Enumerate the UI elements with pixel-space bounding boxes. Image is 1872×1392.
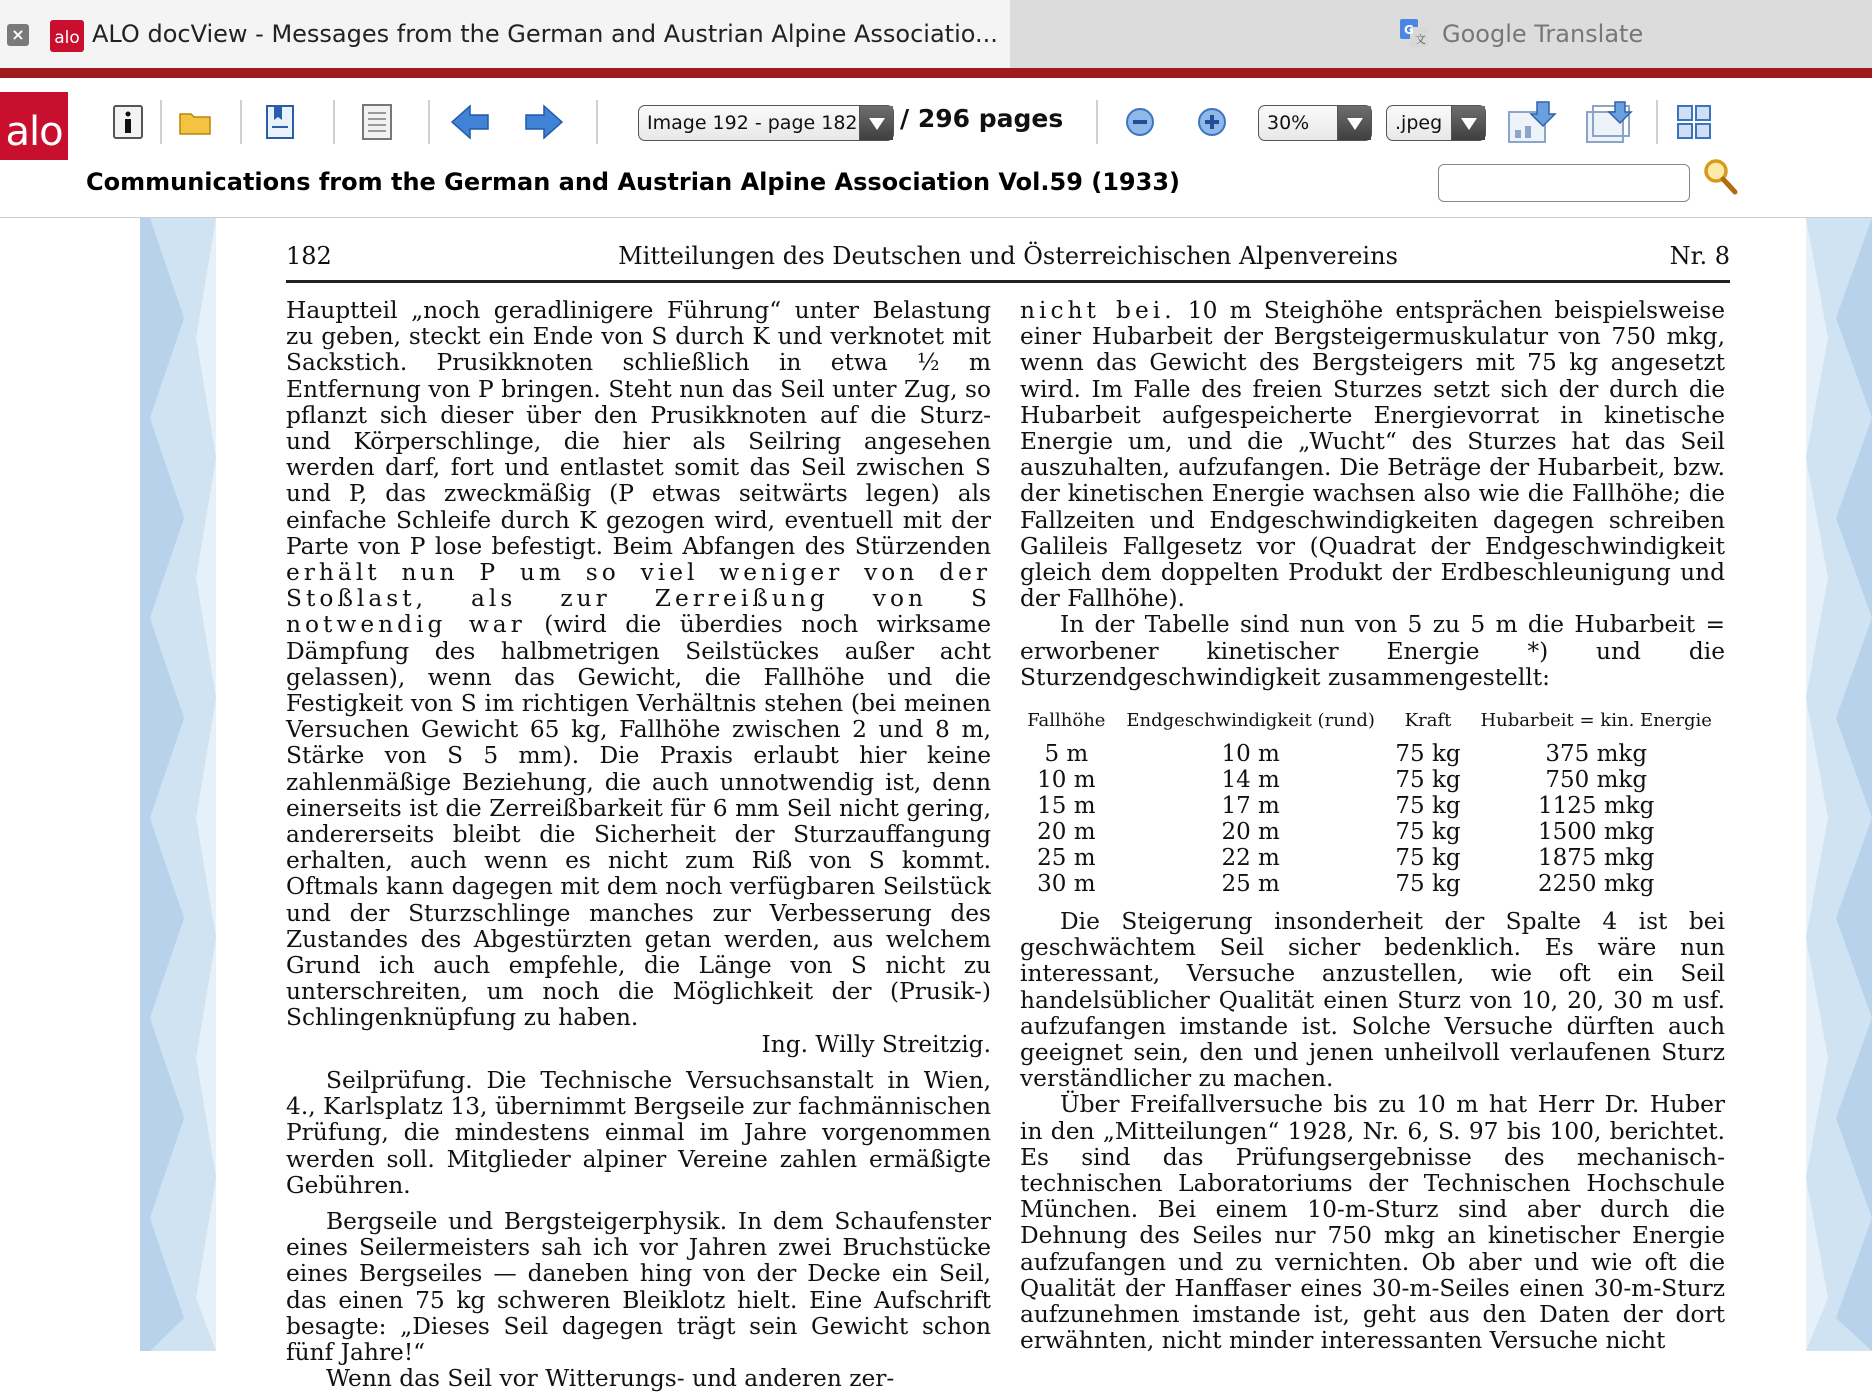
header-rule xyxy=(286,280,1730,283)
table-row: 10 m 14 m 75 kg 750 mkg xyxy=(1037,767,1648,794)
author-signature: Ing. Willy Streitzig. xyxy=(761,1030,991,1058)
fall-energy-table xyxy=(1020,711,1725,897)
tab-google-translate[interactable] xyxy=(1010,0,1872,68)
tab-title: ALO docView - Messages from the German and Austrian Alpine Associatio... xyxy=(92,20,998,48)
scanned-page xyxy=(216,218,1806,1392)
paragraph: Hauptteil „noch geradlinigere Führung“ unter Belastung zu geben, steckt ein Ende von S durch K und verknotet mit Sackstich. Prusikknoten schließlich in etwa ½ m Entfernung von P bringen. Steht nun das Seil unter Zug, so pflanzt sich dieser über den Prusikknoten auf die Sturz- und Körperschlinge, die hier als Seilring angesehen werden darf, fort und entlastet somit das Seil zwischen S und P, das zweckmäßig (P etwas seitwärts legen) als einfache Schleife durch K gezogen wird, eventuell mit der Parte von P lose befestigt. Beim Abfangen des Stürzenden erhält nun P um so viel weniger von der Stoßlast, als zur Zerreißung von S notwendig war (wird die überdies noch wirksame Dämpfung des halbmetrigen Seilstückes außer acht gelassen), wenn das Gewicht, die Fallhöhe und die Festigkeit von S im richtigen Verhältnis stehen (bei meinen Versuchen Gewicht 65 kg, Fallhöhe zwischen 2 und 8 m, Stärke von S 5 mm). Die Praxis erlaubt hier keine zahlenmäßige Beziehung, die auch unnotwendig ist, denn einerseits ist die Zerreißbarkeit für 6 mm Seil nicht gering, andererseits bleibt die Sicherheit der Sturzauffangung erhalten, auch wenn es nicht zum Riß von S kommt. Oftmals kann dagegen mit dem noch verfügbaren Seilstück und der Sturzschlinge manches zur Verbesserung des Zustandes des Abgestürzten getan werden, aus welchem Grund ich auch empfehle, die Länge von S nicht zu unterschreiten, um noch die Möglichkeit der (Prusik-) Schlingenknüpfung zu haben. xyxy=(286,297,992,1032)
zoom-select-value: 30% xyxy=(1267,112,1310,134)
browser-tab-bar xyxy=(0,0,1872,68)
table-header: Hubarbeit = kin. Energie xyxy=(1480,710,1712,732)
running-head xyxy=(286,242,1730,274)
page-number: 182 xyxy=(286,242,332,270)
document-title: Communications from the German and Austrian Alpine Association Vol.59 (1933) xyxy=(86,168,1180,196)
table-row: 5 m 10 m 75 kg 375 mkg xyxy=(1044,741,1648,768)
search-icon[interactable] xyxy=(1702,158,1738,196)
open-folder-button[interactable] xyxy=(173,100,217,144)
document-viewer[interactable] xyxy=(0,218,1872,1392)
toolbar-separator xyxy=(428,100,430,144)
paragraph: Bergseile und Bergsteigerphysik. In dem Schaufenster eines Seilermeisters sah ich vor Jahren zwei Bruchstücke eines Bergseiles — daneben hing von der Decke ein Seil, das einen 75 kg schweren Bleiklotz hielt. Eine Aufschrift besagte: „Dieses Seil dagegen trägt sein Gewicht schon fünf Jahre!“ xyxy=(286,1207,991,1366)
table-row: 25 m 22 m 75 kg 1875 mkg xyxy=(1037,845,1655,872)
journal-title: Mitteilungen des Deutschen und Österreichischen Alpenvereins xyxy=(618,242,1398,270)
table-header: Endgeschwindigkeit (rund) xyxy=(1126,710,1375,732)
issue-number: Nr. 8 xyxy=(1669,242,1730,270)
text-column-left xyxy=(286,298,991,1392)
thumbnail-grid-button[interactable] xyxy=(1672,100,1716,144)
bookmark-page-icon xyxy=(266,105,294,139)
zoom-in-button[interactable] xyxy=(1190,100,1234,144)
viewer-toolbar xyxy=(0,78,1872,218)
paragraph: In der Tabelle sind nun von 5 zu 5 m die Hubarbeit = erworbener kinetischer Energie *) und die Sturzendgeschwindigkeit zusammengestellt: xyxy=(1020,611,1725,691)
toolbar-separator xyxy=(1656,100,1658,144)
alo-logo: alo xyxy=(0,92,68,160)
page-frame-decoration xyxy=(140,218,216,1351)
paragraph: nicht bei. 10 m Steighöhe entsprächen beispielsweise einer Hubarbeit der Bergsteigermuskulatur von 750 mkg, wenn das Gewicht des Bergsteigers mit 75 kg angesetzt wird. Im Falle des freien Sturzes setzt sich der durch die Hubarbeit aufgespeicherte Energievorrat in kinetische Energie um, und die „Wucht“ des Sturzes hat das Seil auszuhalten, aufzufangen. Die Beträge der Hubarbeit, bzw. der kinetischen Energie wachsen also wie die Fallhöhe; die Fallzeiten und Endgeschwindigkeiten dagegen schreiben Galileis Fallgesetz vor (Quadrat der Endgeschwindigkeit gleich dem doppelten Produkt der Erdbeschleunigung und der Fallhöhe). xyxy=(1020,297,1725,613)
spaced-emphasis: erhält nun P um so viel weniger von der Stoßlast, als zur Zerreißung von S notwendig war xyxy=(286,559,991,639)
search-input[interactable] xyxy=(1438,164,1690,202)
bookmark-button[interactable] xyxy=(258,100,302,144)
table-row: 15 m 17 m 75 kg 1125 mkg xyxy=(1037,793,1655,820)
alo-favicon-icon: alo xyxy=(50,20,84,52)
arrow-right-icon xyxy=(524,104,564,140)
page-view-button[interactable] xyxy=(355,100,399,144)
table-row: 20 m 20 m 75 kg 1500 mkg xyxy=(1037,819,1655,846)
paragraph: Über Freifallversuche bis zu 10 m hat Herr Dr. Huber in den „Mitteilungen“ 1928, Nr. 6, S. 97 bis 100, berichtet. Es sind das Prüfungsergebnisse des mechanisch-technischen Laboratoriums der Technischen Hochschule München. Bei einem 10-m-Sturz sind aber durch die Dehnung des Seiles nur 750 mkg an kinetischer Energie aufzufangen und zu vernichten. Ob aber und wie oft die Qualität der Hanffaser eines 30-m-Seiles einen 30-m-Sturz aufzunehmen imstande ist, geht aus den Daten der dort erwähnten, nicht minder interessanten Versuche nicht xyxy=(1020,1091,1725,1355)
close-tab-icon[interactable]: × xyxy=(7,24,29,46)
spaced-emphasis: nicht bei. xyxy=(1020,297,1176,324)
format-select[interactable] xyxy=(1386,105,1486,141)
paragraph: Seilprüfung. Die Technische Versuchsanstalt in Wien, 4., Karlsplatz 13, übernimmt Bergseile zur fachmännischen Prüfung, die mindestens einmal im Jahre vorgenommen werden soll. Mitglieder alpiner Vereine zahlen ermäßigte Gebühren. xyxy=(286,1066,991,1199)
document-page-icon xyxy=(362,104,392,140)
page-frame-decoration xyxy=(1806,218,1872,1351)
previous-page-button[interactable] xyxy=(448,100,492,144)
table-row: 30 m 25 m 75 kg 2250 mkg xyxy=(1037,871,1655,898)
toolbar-separator xyxy=(1096,100,1098,144)
chevron-down-icon xyxy=(859,106,893,140)
zoom-in-icon xyxy=(1197,107,1227,137)
format-select-value: .jpeg xyxy=(1395,112,1443,134)
tab-title: Google Translate xyxy=(1442,20,1644,48)
toolbar-separator xyxy=(596,100,598,144)
arrow-left-icon xyxy=(450,104,490,140)
download-document-button[interactable] xyxy=(1584,100,1634,144)
info-button[interactable] xyxy=(106,100,150,144)
table-header: Fallhöhe xyxy=(1027,710,1106,732)
paragraph: Die Steigerung insonderheit der Spalte 4 ist bei geschwächtem Seil sicher bedenklich. Es wäre nun interessant, Versuche anzustellen, wie oft ein Seil handelsüblicher Qualität einen Sturz von 10, 20, 30 m usf. aufzufangen imstande ist. Solche Versuche dürften auch geeignet sein, den und jenen unheilvoll verlaufenen Sturz verständlicher zu machen. xyxy=(1020,908,1725,1093)
page-select[interactable] xyxy=(638,105,894,141)
grid-view-icon xyxy=(1676,104,1712,140)
paragraph: Wenn das Seil vor Witterungs- und anderen zer- xyxy=(326,1365,895,1392)
text-column-right xyxy=(1020,298,1725,1355)
toolbar-separator xyxy=(240,100,242,144)
toolbar-separator xyxy=(160,100,162,144)
table-header: Kraft xyxy=(1404,710,1452,732)
svg-text:文: 文 xyxy=(1415,33,1426,46)
google-translate-icon xyxy=(1400,19,1428,49)
download-document-icon xyxy=(1585,100,1633,144)
info-icon xyxy=(113,105,143,139)
svg-text:G: G xyxy=(1404,23,1414,37)
tab-alo-docview[interactable] xyxy=(0,0,1010,68)
chevron-down-icon xyxy=(1337,106,1371,140)
toolbar-separator xyxy=(333,100,335,144)
page-count: / 296 pages xyxy=(900,104,1064,133)
brand-divider-bar xyxy=(0,68,1872,78)
zoom-select[interactable] xyxy=(1258,105,1372,141)
chevron-down-icon xyxy=(1451,106,1485,140)
download-page-button[interactable] xyxy=(1506,100,1556,144)
folder-icon xyxy=(179,109,211,135)
zoom-out-button[interactable] xyxy=(1118,100,1162,144)
page-select-value: Image 192 - page 182 xyxy=(647,112,858,134)
download-page-icon xyxy=(1507,100,1555,144)
zoom-out-icon xyxy=(1125,107,1155,137)
next-page-button[interactable] xyxy=(522,100,566,144)
